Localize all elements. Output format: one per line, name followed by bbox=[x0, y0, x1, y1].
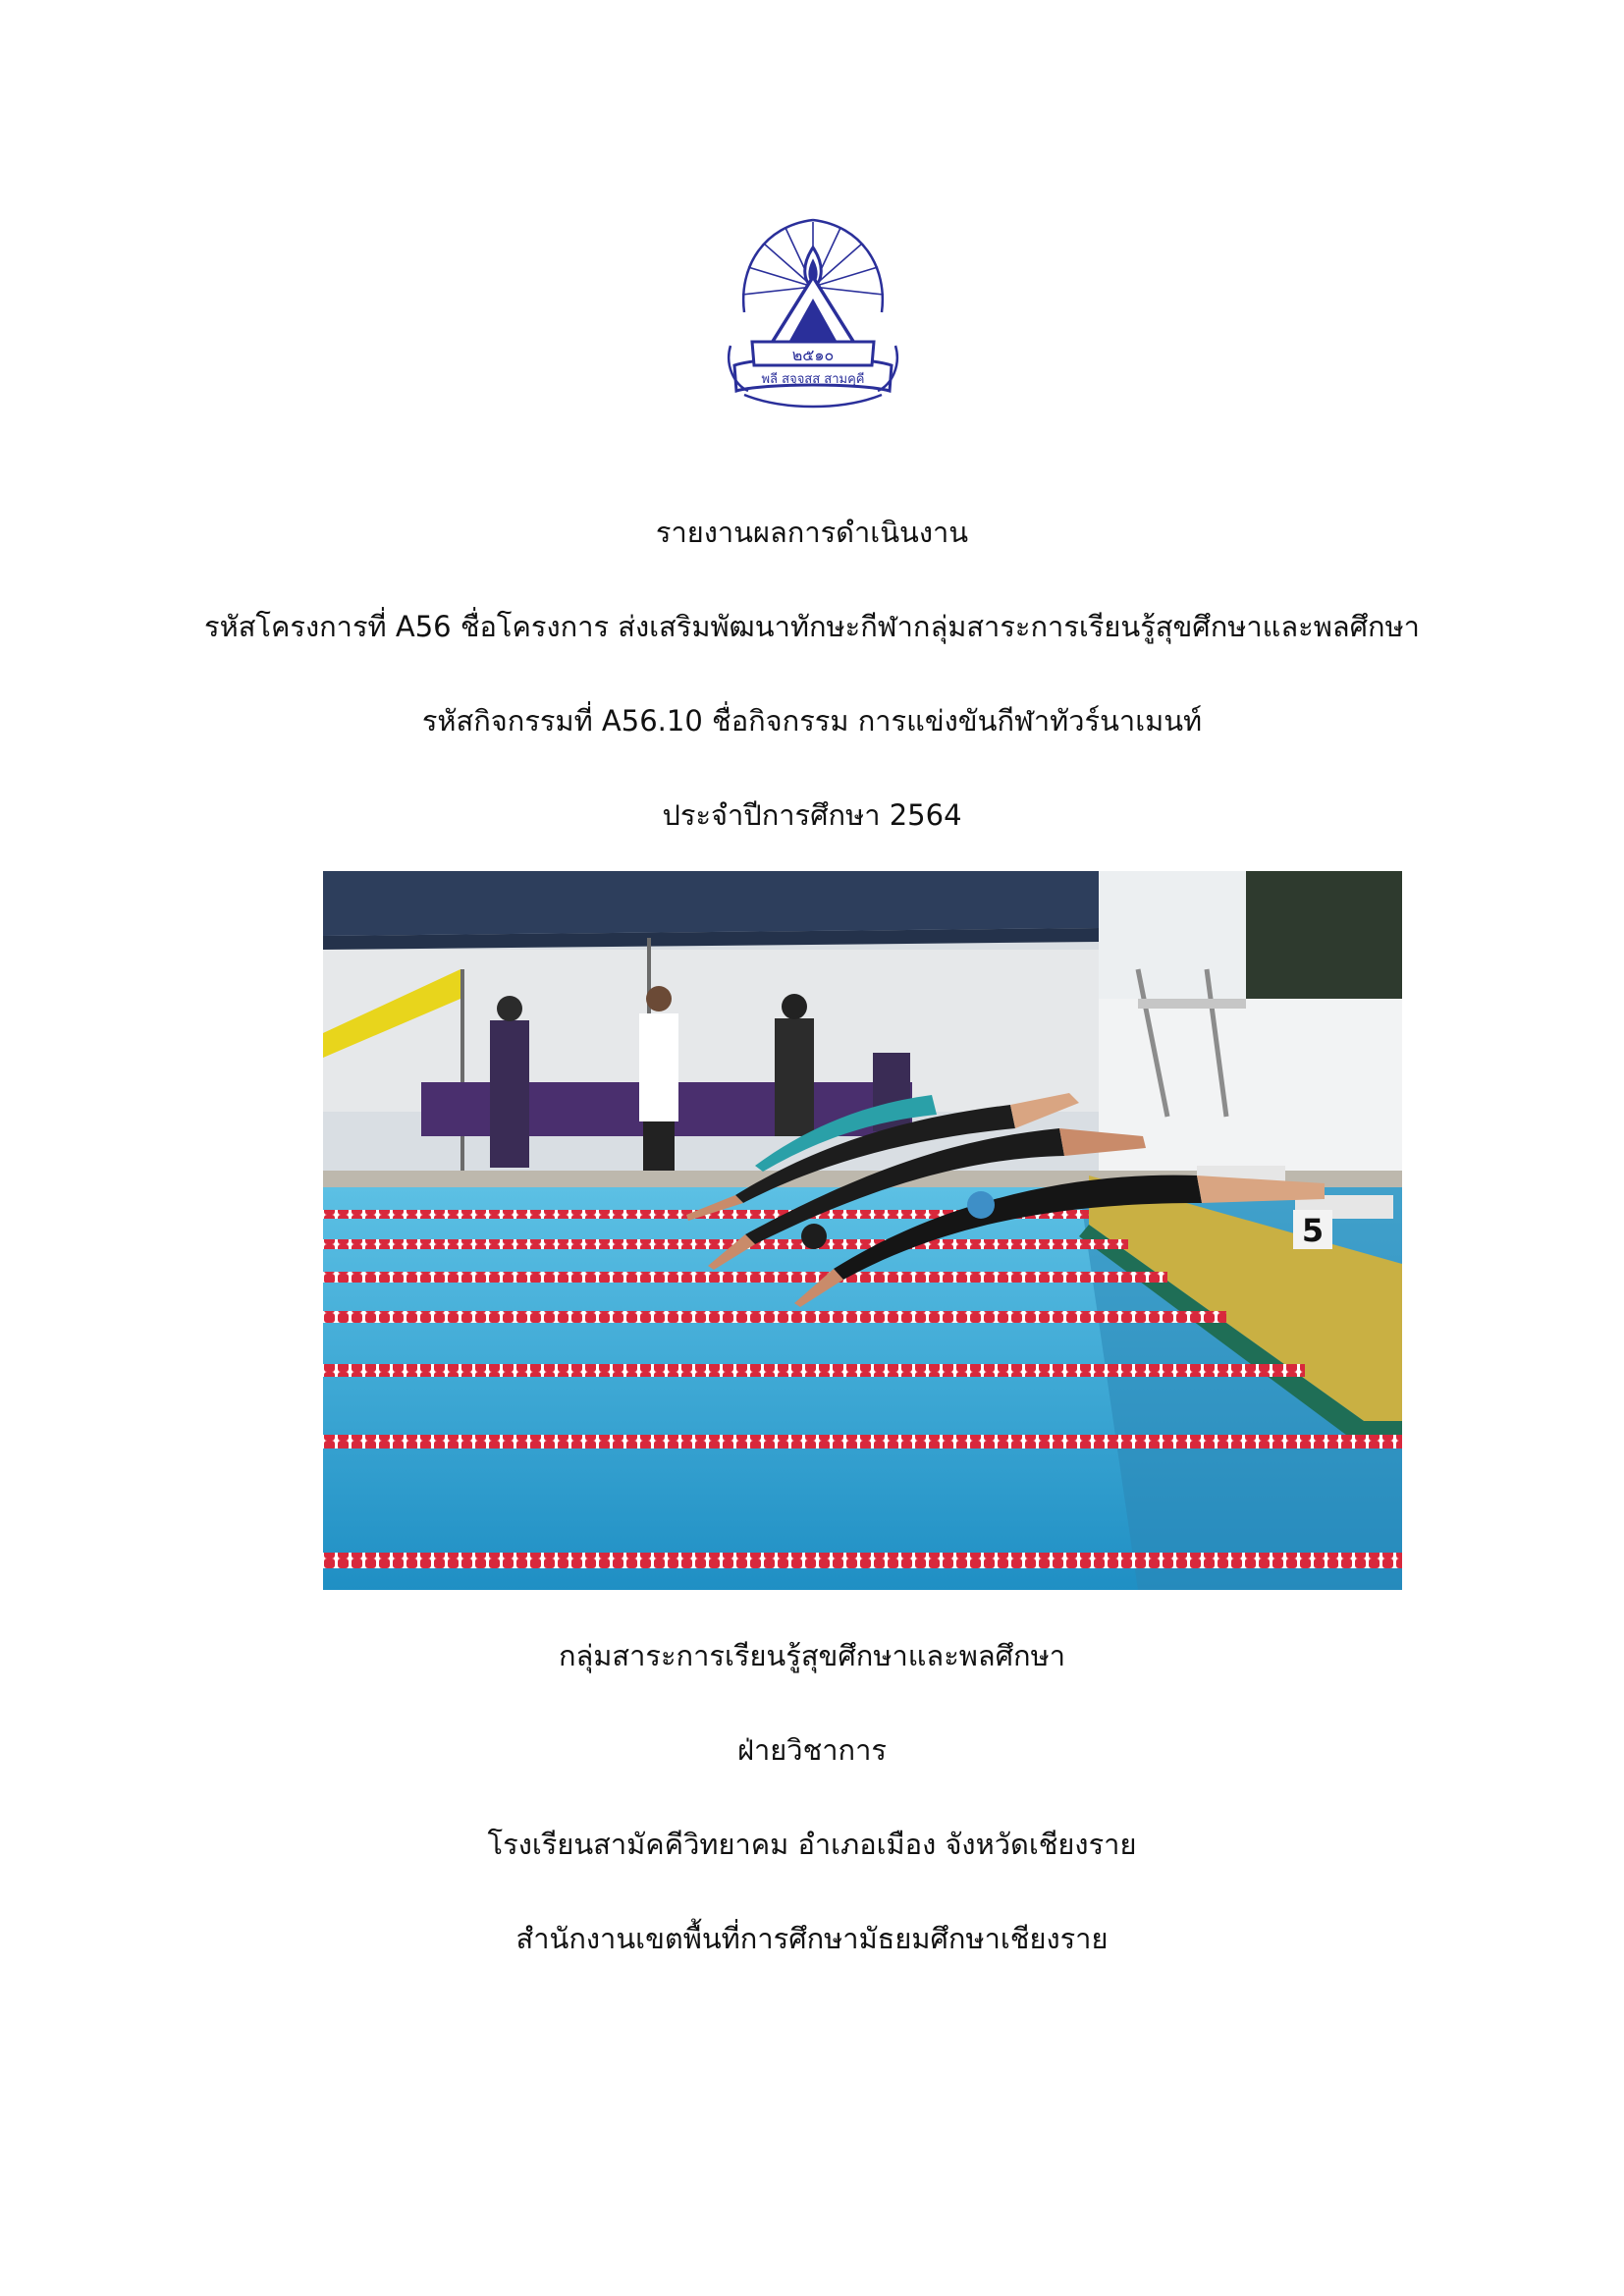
department-line: กลุ่มสาระการเรียนรู้สุขศึกษาและพลศึกษา bbox=[558, 1639, 1066, 1672]
activity-line: รหัสกิจกรรมที่ A56.10 ชื่อกิจกรรม การแข่งขันกีฬาทัวร์นาเมนท์ bbox=[421, 704, 1203, 738]
emblem-motto: พลี สจฺจสส สามคฺคี bbox=[761, 372, 865, 387]
lane-number: 5 bbox=[1301, 1212, 1325, 1249]
school-line: โรงเรียนสามัคคีวิทยาคม อำเภอเมือง จังหวัดเชียงราย bbox=[487, 1828, 1137, 1861]
swimming-race-photo bbox=[323, 871, 1402, 1590]
school-emblem bbox=[725, 218, 901, 418]
division-line: ฝ่ายวิชาการ bbox=[737, 1733, 887, 1767]
project-line: รหัสโครงการที่ A56 ชื่อโครงการ ส่งเสริมพัฒนาทักษะกีฬากลุ่มสาระการเรียนรู้สุขศึกษาและพลศึกษา bbox=[204, 610, 1420, 643]
academic-year-line: ประจำปีการศึกษา 2564 bbox=[662, 798, 962, 832]
report-title: รายงานผลการดำเนินงาน bbox=[655, 516, 969, 549]
emblem-number: ๒๕๑๐ bbox=[791, 346, 835, 364]
office-line: สำนักงานเขตพื้นที่การศึกษามัธยมศึกษาเชียงราย bbox=[515, 1922, 1109, 1955]
